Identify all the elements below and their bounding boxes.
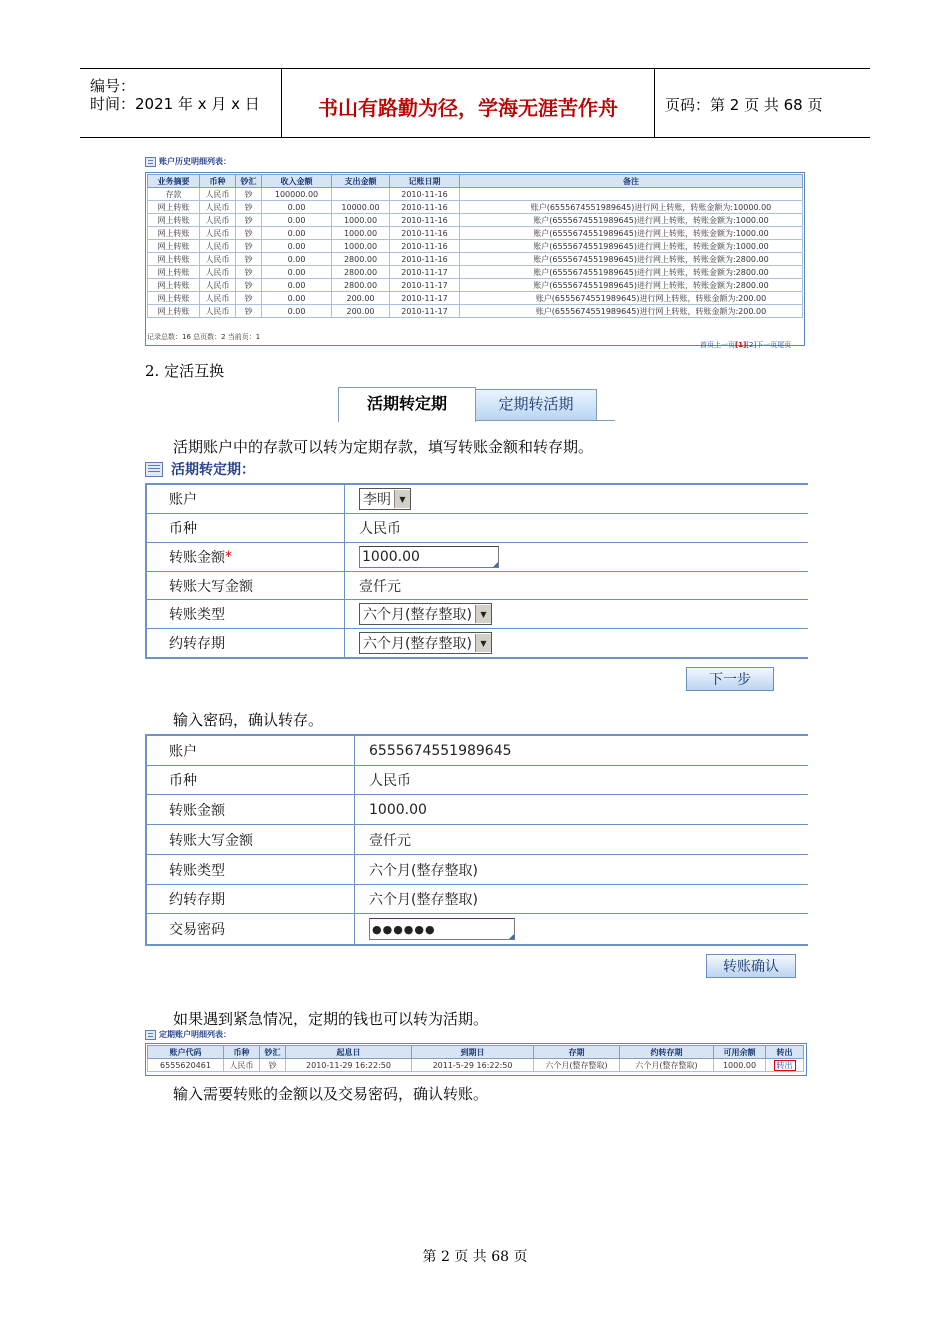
first-page-link[interactable]: 首页 (700, 341, 714, 349)
chevron-down-icon: ▼ (394, 490, 410, 508)
intro-text: 活期账户中的存款可以转为定期存款，填写转账金额和转存期。 (173, 438, 594, 456)
table-cell: 网上转账 (148, 240, 200, 253)
table-row (148, 201, 803, 214)
table-cell: 0.00 (262, 279, 332, 292)
form-caption (145, 459, 255, 479)
next-page-link[interactable]: 下一页 (756, 341, 778, 349)
confirm-term-label: 约转存期 (147, 885, 355, 913)
confirm-row-password (147, 914, 808, 944)
table-row (148, 266, 803, 279)
history-header-row (148, 175, 803, 188)
header-motto-cell (281, 69, 655, 137)
table-cell: 账户(6555674551989645)进行网上转账，转账金额为:200.00 (460, 305, 803, 318)
table-cell: 0.00 (262, 227, 332, 240)
table-cell: 0.00 (262, 253, 332, 266)
table-cell: 钞 (260, 1059, 286, 1072)
page-2-link[interactable]: [2] (746, 341, 757, 349)
password-label: 交易密码 (147, 914, 355, 944)
table-cell: 人民币 (200, 253, 236, 266)
table-row (148, 253, 803, 266)
column-header: 支出金额 (332, 175, 390, 188)
page-footer: 第 2 页 共 68 页 (422, 1249, 528, 1265)
table-cell: 2010-11-16 (390, 214, 460, 227)
confirm-row-type (147, 855, 808, 885)
required-marker: * (225, 549, 232, 565)
form-row-term (147, 629, 808, 657)
table-cell: 网上转账 (148, 227, 200, 240)
prev-page-link[interactable]: 上一页 (714, 341, 735, 349)
table-cell: 2010-11-17 (390, 305, 460, 318)
table-cell: 1000.00 (714, 1059, 766, 1072)
list-icon (145, 1030, 156, 1040)
confirm-type-label: 转账类型 (147, 855, 355, 884)
table-row (148, 279, 803, 292)
form-row-currency (147, 514, 808, 543)
final-text: 输入需要转账的金额以及交易密码，确认转账。 (173, 1085, 489, 1103)
confirm-form (145, 734, 808, 946)
section-heading: 2. 定活互换 (145, 362, 225, 380)
table-row (148, 292, 803, 305)
password-value (355, 914, 808, 944)
amount-words-value: 壹仟元 (359, 578, 401, 595)
table-cell: 0.00 (262, 292, 332, 305)
table-cell: 2010-11-16 (390, 188, 460, 201)
table-cell: 2010-11-16 (390, 240, 460, 253)
table-cell: 账户(6555674551989645)进行网上转账，转账金额为:1000.00 (460, 227, 803, 240)
fixed-header-row (148, 1046, 804, 1059)
table-cell: 100000.00 (262, 188, 332, 201)
column-header: 币种 (200, 175, 236, 188)
table-cell: 网上转账 (148, 292, 200, 305)
amount-label (147, 543, 345, 571)
term-value (345, 629, 808, 657)
table-cell: 网上转账 (148, 305, 200, 318)
table-row (148, 214, 803, 227)
table-cell: 人民币 (224, 1059, 260, 1072)
amount-input[interactable]: 1000.00 (359, 546, 499, 568)
confirm-row-currency (147, 766, 808, 795)
account-select[interactable] (359, 488, 411, 510)
table-cell: 人民币 (200, 292, 236, 305)
transfer-out-button[interactable]: 转出 (774, 1060, 796, 1071)
table-cell: 人民币 (200, 305, 236, 318)
table-cell: 六个月(整存整取) (534, 1059, 620, 1072)
account-label: 账户 (147, 485, 345, 513)
account-select-text: 李明 (363, 492, 391, 508)
table-cell: 钞 (236, 240, 262, 253)
time-label: 时间：2021 年 x 月 x 日 (90, 95, 260, 113)
table-cell: 钞 (236, 279, 262, 292)
fixed-table (147, 1045, 804, 1072)
table-cell: 0.00 (262, 266, 332, 279)
confirm-amount-words-value: 壹仟元 (369, 832, 411, 849)
table-cell: 10000.00 (332, 201, 390, 214)
table-cell: 人民币 (200, 279, 236, 292)
header-meta (80, 69, 280, 137)
last-page-link[interactable]: 尾页 (777, 341, 792, 349)
password-input[interactable]: ●●●●●● (369, 918, 515, 940)
term-select[interactable] (359, 632, 492, 654)
table-cell: 人民币 (200, 240, 236, 253)
table-cell: 1000.00 (332, 240, 390, 253)
table-cell: 钞 (236, 201, 262, 214)
table-cell: 人民币 (200, 266, 236, 279)
table-cell: 账户(6555674551989645)进行网上转账，转账金额为:1000.00 (460, 240, 803, 253)
table-cell: 2011-5-29 16:22:50 (412, 1059, 534, 1072)
table-row (148, 227, 803, 240)
amount-value (345, 543, 808, 571)
form-row-type (147, 600, 808, 629)
page-header (80, 68, 870, 138)
confirm-type-value: 六个月(整存整取) (369, 862, 478, 879)
table-cell: 钞 (236, 266, 262, 279)
confirm-amount-value: 1000.00 (369, 801, 427, 818)
current-page: [1] (735, 341, 747, 349)
account-value (345, 485, 808, 513)
table-cell: 账户(6555674551989645)进行网上转账，转账金额为:2800.00 (460, 253, 803, 266)
table-row (148, 240, 803, 253)
form-row-amount (147, 543, 808, 572)
table-cell: 网上转账 (148, 266, 200, 279)
column-header: 起息日 (286, 1046, 412, 1059)
table-cell: 钞 (236, 214, 262, 227)
column-header: 转出 (766, 1046, 804, 1059)
table-cell: 6555620461 (148, 1059, 224, 1072)
history-table (147, 174, 803, 318)
table-cell: 账户(6555674551989645)进行网上转账，转账金额为:1000.00 (460, 214, 803, 227)
table-cell: 人民币 (200, 214, 236, 227)
column-header: 可用余额 (714, 1046, 766, 1059)
confirm-amount-words-label: 转账大写金额 (147, 825, 355, 854)
tab-fixed-to-current[interactable]: 定期转活期 (475, 389, 597, 421)
history-caption-text: 账户历史明细列表： (159, 157, 231, 166)
currency-label: 币种 (147, 514, 345, 542)
table-cell (766, 1059, 804, 1072)
type-value (345, 600, 808, 628)
table-cell: 2010-11-17 (390, 266, 460, 279)
confirm-row-amount-words (147, 825, 808, 855)
table-cell: 网上转账 (148, 279, 200, 292)
table-cell: 人民币 (200, 227, 236, 240)
table-cell: 2010-11-17 (390, 279, 460, 292)
confirm-term-value: 六个月(整存整取) (369, 892, 478, 908)
table-cell (332, 188, 390, 201)
column-header: 约转存期 (620, 1046, 714, 1059)
table-cell: 人民币 (200, 201, 236, 214)
list-icon (145, 157, 156, 167)
table-cell: 网上转账 (148, 214, 200, 227)
confirm-amount-label: 转账金额 (147, 795, 355, 824)
term-label: 约转存期 (147, 629, 345, 657)
table-cell: 2010-11-16 (390, 227, 460, 240)
confirm-row-account (147, 736, 808, 766)
column-header: 业务摘要 (148, 175, 200, 188)
confirm-account-label: 账户 (147, 736, 355, 765)
table-cell: 存款 (148, 188, 200, 201)
chevron-down-icon: ▼ (475, 605, 491, 623)
table-cell: 2010-11-17 (390, 292, 460, 305)
confirm-transfer-button[interactable]: 转账确认 (706, 954, 796, 978)
history-caption (145, 156, 231, 167)
confirm-row-term (147, 885, 808, 914)
table-cell: 六个月(整存整取) (620, 1059, 714, 1072)
table-cell: 2010-11-29 16:22:50 (286, 1059, 412, 1072)
column-header: 钞汇 (236, 175, 262, 188)
table-cell: 0.00 (262, 214, 332, 227)
next-step-button[interactable]: 下一步 (686, 667, 774, 691)
table-cell: 钞 (236, 253, 262, 266)
table-cell: 钞 (236, 227, 262, 240)
table-cell: 人民币 (200, 188, 236, 201)
column-header: 币种 (224, 1046, 260, 1059)
table-cell: 钞 (236, 305, 262, 318)
type-label: 转账类型 (147, 600, 345, 628)
table-cell (460, 188, 803, 201)
column-header: 记账日期 (390, 175, 460, 188)
table-row (148, 305, 803, 318)
table-cell: 网上转账 (148, 253, 200, 266)
emergency-text: 如果遇到紧急情况，定期的钱也可以转为活期。 (173, 1010, 489, 1028)
amount-label-text: 转账金额 (169, 550, 225, 566)
header-page-cell (655, 69, 869, 137)
form-caption-text: 活期转定期： (171, 462, 255, 478)
transfer-form (145, 483, 808, 659)
table-cell: 2800.00 (332, 253, 390, 266)
form-row-amount-words (147, 572, 808, 600)
table-cell: 账户(6555674551989645)进行网上转账，转账金额为:2800.00 (460, 279, 803, 292)
table-cell: 2010-11-16 (390, 253, 460, 266)
table-row (148, 188, 803, 201)
form-icon (145, 462, 163, 477)
type-select[interactable] (359, 603, 492, 625)
confirm-currency-value: 人民币 (369, 773, 411, 789)
confirm-currency-label: 币种 (147, 766, 355, 794)
confirm-account-value: 6555674551989645 (369, 742, 512, 759)
table-cell: 0.00 (262, 240, 332, 253)
table-cell: 0.00 (262, 305, 332, 318)
table-cell: 2010-11-16 (390, 201, 460, 214)
table-cell: 网上转账 (148, 201, 200, 214)
column-header: 收入金额 (262, 175, 332, 188)
column-header: 备注 (460, 175, 803, 188)
amount-words-label: 转账大写金额 (147, 572, 345, 599)
table-cell: 1000.00 (332, 227, 390, 240)
column-header: 账户代码 (148, 1046, 224, 1059)
table-cell: 钞 (236, 292, 262, 305)
history-pagination (700, 332, 791, 351)
table-cell: 1000.00 (332, 214, 390, 227)
column-header: 存期 (534, 1046, 620, 1059)
form-row-account (147, 485, 808, 514)
fixed-caption (145, 1029, 231, 1040)
table-cell: 2800.00 (332, 266, 390, 279)
table-cell: 2800.00 (332, 279, 390, 292)
history-summary: 记录总数：16 总页数：2 当前页：1 (147, 333, 261, 341)
table-cell: 200.00 (332, 305, 390, 318)
table-cell: 200.00 (332, 292, 390, 305)
motto: 书山有路勤为径，学海无涯苦作舟 (318, 96, 618, 120)
column-header: 到期日 (412, 1046, 534, 1059)
table-cell: 账户(6555674551989645)进行网上转账，转账金额为:200.00 (460, 292, 803, 305)
currency-value: 人民币 (359, 521, 401, 537)
column-header: 钞汇 (260, 1046, 286, 1059)
page-info: 页码：第 2 页 共 68 页 (665, 96, 823, 114)
table-cell: 账户(6555674551989645)进行网上转账，转账金额为:2800.00 (460, 266, 803, 279)
chevron-down-icon: ▼ (475, 634, 491, 652)
confirm-intro-text: 输入密码，确认转存。 (173, 711, 324, 729)
tab-current-to-fixed[interactable]: 活期转定期 (338, 387, 476, 422)
confirm-row-amount (147, 795, 808, 825)
number-label: 编号： (90, 77, 136, 95)
fixed-caption-text: 定期账户明细列表： (159, 1030, 231, 1039)
term-select-text: 六个月(整存整取) (363, 636, 472, 652)
table-cell: 钞 (236, 188, 262, 201)
table-cell: 账户(6555674551989645)进行网上转账，转账金额为:10000.00 (460, 201, 803, 214)
table-cell: 0.00 (262, 201, 332, 214)
type-select-text: 六个月(整存整取) (363, 607, 472, 623)
table-row (148, 1059, 804, 1072)
